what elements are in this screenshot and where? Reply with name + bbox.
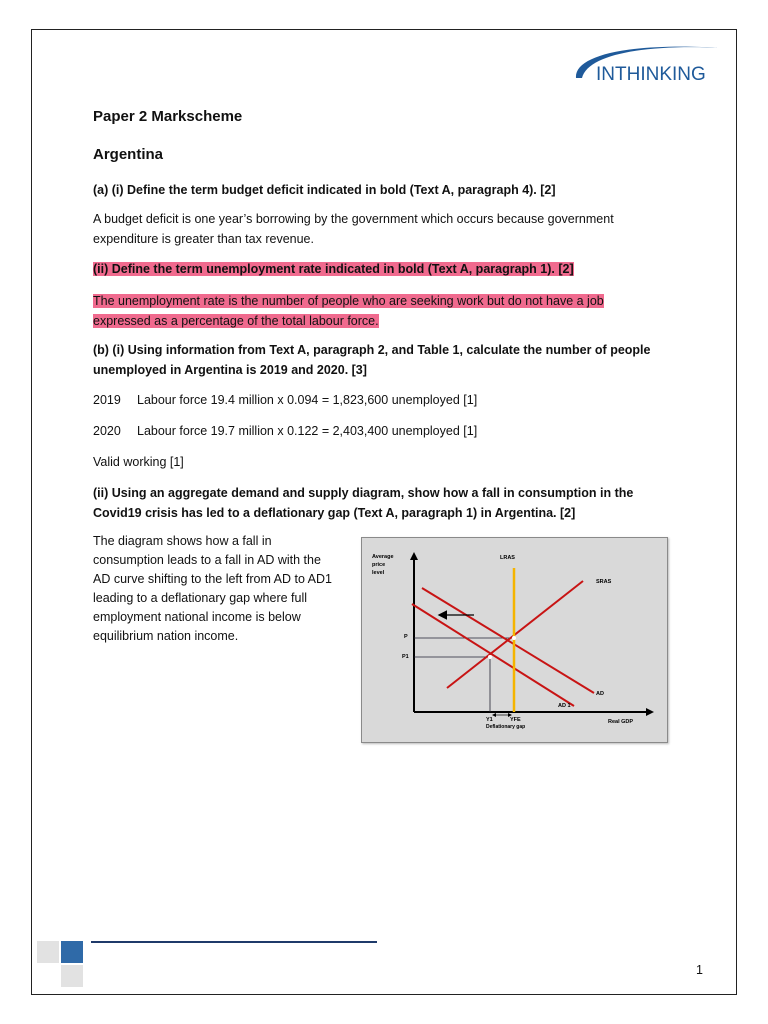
- ad1-curve: [412, 604, 574, 706]
- footer-square: [61, 965, 83, 987]
- ad-label: AD: [596, 691, 604, 697]
- answer-a-ii-line2: expressed as a percentage of the total labour force.: [93, 314, 379, 328]
- question-b-i-line1: (b) (i) Using information from Text A, paragraph 2, and Table 1, calculate the number of people: [93, 343, 651, 357]
- answer-b-ii: [93, 532, 355, 646]
- question-b-i-line2: unemployed in Argentina is 2019 and 2020. [3]: [93, 363, 367, 377]
- sras-label: SRAS: [596, 579, 612, 585]
- ad-as-diagram-svg: [362, 538, 667, 742]
- answer-a-i-line1: A budget deficit is one year’s borrowing by the government which occurs because government: [93, 212, 614, 226]
- y-axis-label-1: Average: [372, 554, 394, 560]
- inthinking-logo: [566, 38, 726, 88]
- document-subtitle: Argentina: [93, 146, 164, 163]
- row-2019-text: Labour force 19.4 million x 0.094 = 1,823,600 unemployed [1]: [137, 393, 478, 407]
- valid-working: Valid working [1]: [93, 455, 184, 469]
- footer-line: [91, 941, 377, 943]
- p-label: P: [404, 634, 408, 640]
- x-axis-label: Real GDP: [608, 719, 634, 725]
- answer-b-ii-line: AD curve shifting to the left from AD to AD1: [93, 572, 332, 586]
- row-2020-year: 2020: [93, 424, 121, 438]
- p1-label: P1: [402, 654, 409, 660]
- answer-a-i-line2: expenditure is greater than tax revenue.: [93, 232, 314, 246]
- ad-as-diagram: [361, 537, 668, 743]
- ad-curve: [422, 588, 594, 693]
- logo-text: INTHINKING: [596, 64, 706, 85]
- document-title: Paper 2 Markscheme: [93, 108, 243, 125]
- answer-b-ii-line: equilibrium nation income.: [93, 629, 239, 643]
- lras-label: LRAS: [500, 555, 515, 561]
- answer-b-ii-line: consumption leads to a fall in AD with the: [93, 553, 321, 567]
- question-a-ii: (ii) Define the term unemployment rate indicated in bold (Text A, paragraph 1). [2]: [93, 262, 574, 276]
- y1-label: Y1: [486, 717, 493, 723]
- answer-b-ii-line: employment national income is below: [93, 610, 301, 624]
- y-axis-label-3: level: [372, 570, 385, 576]
- yfe-label: YFE: [510, 717, 521, 723]
- question-b-ii-line1: (ii) Using an aggregate demand and supply diagram, show how a fall in consumption in the: [93, 486, 634, 500]
- row-2019-year: 2019: [93, 393, 121, 407]
- row-2020-text: Labour force 19.7 million x 0.122 = 2,403,400 unemployed [1]: [137, 424, 478, 438]
- answer-b-ii-line: The diagram shows how a fall in: [93, 534, 272, 548]
- answer-a-ii-line1: The unemployment rate is the number of people who are seeking work but do not have a job: [93, 294, 604, 308]
- x-axis-arrow: [646, 708, 654, 716]
- equilibrium-point: [512, 636, 516, 640]
- footer-square: [37, 941, 59, 963]
- question-b-ii-line2: Covid19 crisis has led to a deflationary gap (Text A, paragraph 1) in Argentina. [2]: [93, 506, 576, 520]
- y-axis-arrow: [410, 552, 418, 560]
- footer-square-blue: [61, 941, 83, 963]
- answer-b-ii-line: leading to a deflationary gap where full: [93, 591, 308, 605]
- page-number: 1: [696, 963, 703, 977]
- gap-label: Deflationary gap: [486, 724, 526, 730]
- new-equilibrium-point: [488, 655, 492, 659]
- ad1-label: AD 1: [558, 703, 571, 709]
- y-axis-label-2: price: [372, 562, 386, 568]
- question-a-i: (a) (i) Define the term budget deficit indicated in bold (Text A, paragraph 4). [2]: [93, 183, 556, 197]
